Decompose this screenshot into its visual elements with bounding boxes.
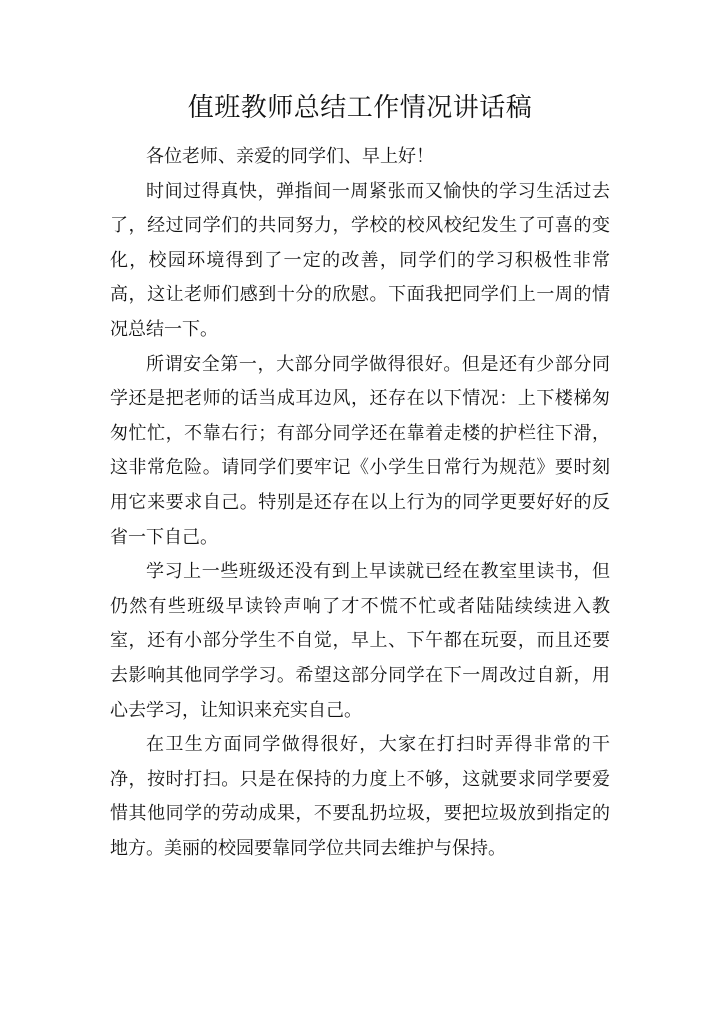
paragraph-study: 学习上一些班级还没有到上早读就已经在教室里读书，但仍然有些班级早读铃声响了才不慌不忙或者陆陆续续进入教室，还有小部分学生不自觉，早上、下午都在玩耍，而且还要去影响其他同学学习。希望这部分同学在下一周改过自新，用心去学习，让知识来充实自己。 [110, 561, 610, 721]
paragraph-hygiene: 在卫生方面同学做得很好，大家在打扫时弄得非常的干净，按时打扫。只是在保持的力度上不够，这就要求同学要爱惜其他同学的劳动成果，不要乱扔垃圾，要把垃圾放到指定的地方。美丽的校园要靠同学位共同去维护与保持。 [110, 734, 610, 859]
document-title: 值班教师总结工作情况讲话稿 [187, 93, 533, 123]
paragraph-safety: 所谓安全第一，大部分同学做得很好。但是还有少部分同学还是把老师的话当成耳边风，还存在以下情况：上下楼梯匆匆忙忙，不靠右行；有部分同学还在靠着走楼的护栏往下滑，这非常危险。请同学们要牢记《小学生日常行为规范》要时刻用它来要求自己。特别是还存在以上行为的同学更要好好的反省一下自己。 [110, 353, 610, 548]
paragraph-greeting: 各位老师、亲爱的同学们、早上好！ [146, 146, 434, 167]
paragraph-week-summary: 时间过得真快，弹指间一周紧张而又愉快的学习生活过去了，经过同学们的共同努力，学校的校风校纪发生了可喜的变化，校园环境得到了一定的改善，同学们的学习积极性非常高，这让老师们感到十分的欣慰。下面我把同学们上一周的情况总结一下。 [110, 180, 610, 340]
document-body [110, 140, 610, 866]
